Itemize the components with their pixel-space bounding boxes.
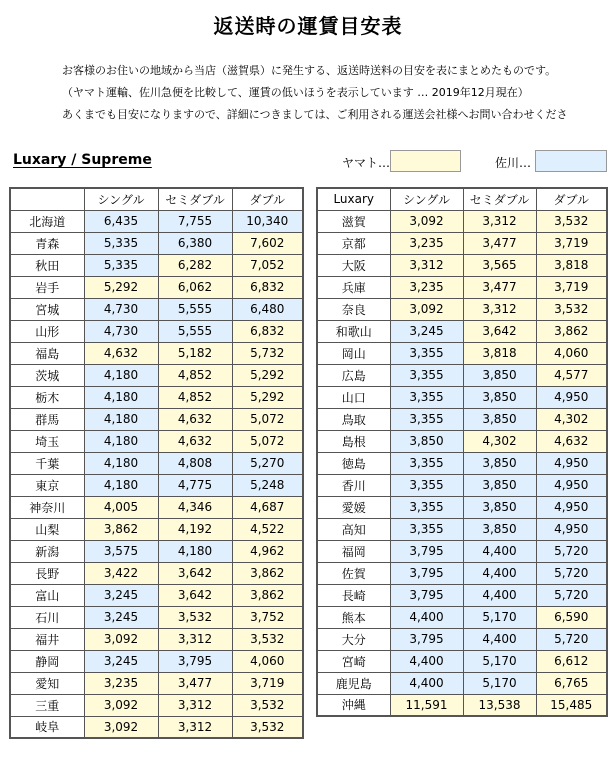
rate-table-right <box>316 187 608 717</box>
region-name: 福岡 <box>317 540 390 562</box>
table-row <box>317 430 607 452</box>
region-name: 大阪 <box>317 254 390 276</box>
table-row <box>317 408 607 430</box>
rate-cell-double: 7,052 <box>232 254 303 276</box>
rate-cell-semidouble: 6,380 <box>158 232 232 254</box>
region-name: 高知 <box>317 518 390 540</box>
region-name: 秋田 <box>10 254 84 276</box>
table-row <box>10 364 303 386</box>
region-name: 山梨 <box>10 518 84 540</box>
rate-cell-semidouble: 4,632 <box>158 430 232 452</box>
table-row <box>317 364 607 386</box>
region-name: 長野 <box>10 562 84 584</box>
rate-cell-semidouble: 4,302 <box>463 430 536 452</box>
rate-cell-double: 5,292 <box>232 386 303 408</box>
table-row <box>10 584 303 606</box>
rate-cell-single: 3,245 <box>84 606 158 628</box>
rate-cell-single: 3,312 <box>390 254 463 276</box>
region-name: 岩手 <box>10 276 84 298</box>
rate-cell-double: 3,719 <box>536 232 607 254</box>
region-name: 埼玉 <box>10 430 84 452</box>
region-name: 和歌山 <box>317 320 390 342</box>
legend-sagawa-swatch <box>535 150 607 172</box>
region-name: 山口 <box>317 386 390 408</box>
region-name: 香川 <box>317 474 390 496</box>
region-name: 広島 <box>317 364 390 386</box>
table-row <box>10 386 303 408</box>
rate-cell-semidouble: 3,312 <box>158 628 232 650</box>
region-name: 長崎 <box>317 584 390 606</box>
rate-cell-double: 6,832 <box>232 276 303 298</box>
rate-cell-double: 15,485 <box>536 694 607 716</box>
rate-cell-double: 3,862 <box>232 584 303 606</box>
rate-cell-semidouble: 3,850 <box>463 386 536 408</box>
rate-cell-semidouble: 3,312 <box>158 716 232 738</box>
rate-cell-semidouble: 3,818 <box>463 342 536 364</box>
table-row <box>10 408 303 430</box>
rate-cell-single: 3,355 <box>390 452 463 474</box>
region-name: 神奈川 <box>10 496 84 518</box>
rate-cell-single: 3,355 <box>390 408 463 430</box>
region-name: 三重 <box>10 694 84 716</box>
rate-cell-single: 3,355 <box>390 518 463 540</box>
region-name: 青森 <box>10 232 84 254</box>
rate-cell-single: 4,180 <box>84 408 158 430</box>
rate-cell-semidouble: 5,170 <box>463 606 536 628</box>
region-name: 石川 <box>10 606 84 628</box>
rate-cell-double: 6,765 <box>536 672 607 694</box>
rate-cell-semidouble: 3,532 <box>158 606 232 628</box>
region-name: 福島 <box>10 342 84 364</box>
rate-cell-semidouble: 4,400 <box>463 540 536 562</box>
rate-cell-semidouble: 3,642 <box>463 320 536 342</box>
rate-cell-single: 3,355 <box>390 386 463 408</box>
table-row <box>10 320 303 342</box>
rate-cell-semidouble: 3,477 <box>463 232 536 254</box>
region-name: 千葉 <box>10 452 84 474</box>
rate-cell-semidouble: 4,400 <box>463 628 536 650</box>
region-name: 鹿児島 <box>317 672 390 694</box>
rate-cell-single: 3,092 <box>390 298 463 320</box>
table-row <box>317 276 607 298</box>
rate-cell-double: 3,719 <box>536 276 607 298</box>
rate-cell-semidouble: 4,180 <box>158 540 232 562</box>
region-name: 新潟 <box>10 540 84 562</box>
table-row <box>10 518 303 540</box>
region-name: 徳島 <box>317 452 390 474</box>
rate-cell-single: 4,400 <box>390 606 463 628</box>
region-name: 愛媛 <box>317 496 390 518</box>
rate-cell-double: 3,719 <box>232 672 303 694</box>
rate-cell-single: 3,795 <box>390 628 463 650</box>
region-name: 京都 <box>317 232 390 254</box>
table-row <box>317 232 607 254</box>
region-name: 岡山 <box>317 342 390 364</box>
table-row <box>317 562 607 584</box>
rate-cell-single: 3,245 <box>390 320 463 342</box>
rate-cell-double: 4,950 <box>536 496 607 518</box>
region-name: 奈良 <box>317 298 390 320</box>
rate-cell-single: 3,092 <box>84 628 158 650</box>
table-row <box>10 628 303 650</box>
table-row <box>317 606 607 628</box>
rate-cell-double: 4,302 <box>536 408 607 430</box>
rate-cell-double: 7,602 <box>232 232 303 254</box>
rate-cell-semidouble: 3,850 <box>463 452 536 474</box>
rate-cell-semidouble: 3,642 <box>158 562 232 584</box>
rate-cell-double: 4,577 <box>536 364 607 386</box>
rate-cell-semidouble: 4,852 <box>158 386 232 408</box>
rate-cell-semidouble: 5,555 <box>158 320 232 342</box>
table-row <box>10 342 303 364</box>
right-header-cell: Luxary <box>317 188 390 210</box>
table-row <box>317 254 607 276</box>
table-row <box>317 474 607 496</box>
rate-cell-semidouble: 4,400 <box>463 584 536 606</box>
rate-cell-semidouble: 5,555 <box>158 298 232 320</box>
rate-cell-double: 4,962 <box>232 540 303 562</box>
rate-cell-double: 4,950 <box>536 386 607 408</box>
rate-cell-double: 5,072 <box>232 408 303 430</box>
region-name: 熊本 <box>317 606 390 628</box>
left-header-row <box>10 188 303 210</box>
rate-cell-double: 6,612 <box>536 650 607 672</box>
region-name: 佐賀 <box>317 562 390 584</box>
table-row <box>317 584 607 606</box>
region-name: 宮城 <box>10 298 84 320</box>
rate-cell-semidouble: 3,850 <box>463 408 536 430</box>
rate-cell-single: 5,292 <box>84 276 158 298</box>
right-header-cell: シングル <box>390 188 463 210</box>
rate-cell-single: 3,235 <box>390 232 463 254</box>
rate-cell-double: 3,532 <box>536 298 607 320</box>
region-name: 兵庫 <box>317 276 390 298</box>
rate-cell-single: 3,795 <box>390 562 463 584</box>
rate-cell-single: 3,092 <box>84 694 158 716</box>
left-header-cell: ダブル <box>232 188 303 210</box>
table-row <box>317 496 607 518</box>
rate-cell-semidouble: 3,477 <box>463 276 536 298</box>
rate-cell-double: 3,532 <box>536 210 607 232</box>
table-row <box>10 276 303 298</box>
rate-cell-single: 4,400 <box>390 672 463 694</box>
table-row <box>317 452 607 474</box>
rate-cell-double: 4,060 <box>232 650 303 672</box>
table-row <box>10 540 303 562</box>
rate-cell-double: 5,732 <box>232 342 303 364</box>
rate-cell-semidouble: 3,642 <box>158 584 232 606</box>
table-row <box>10 474 303 496</box>
table-row <box>10 562 303 584</box>
rate-cell-semidouble: 13,538 <box>463 694 536 716</box>
region-name: 富山 <box>10 584 84 606</box>
rate-cell-single: 4,632 <box>84 342 158 364</box>
rate-cell-single: 3,355 <box>390 364 463 386</box>
region-name: 北海道 <box>10 210 84 232</box>
table-row <box>10 452 303 474</box>
rate-cell-single: 3,235 <box>84 672 158 694</box>
rate-cell-single: 4,400 <box>390 650 463 672</box>
table-row <box>317 320 607 342</box>
rate-cell-single: 3,355 <box>390 496 463 518</box>
table-row <box>317 672 607 694</box>
rate-cell-single: 4,005 <box>84 496 158 518</box>
region-name: 沖縄 <box>317 694 390 716</box>
rate-cell-semidouble: 6,282 <box>158 254 232 276</box>
rate-cell-semidouble: 7,755 <box>158 210 232 232</box>
table-row <box>317 298 607 320</box>
region-name: 茨城 <box>10 364 84 386</box>
table-row <box>317 628 607 650</box>
table-row <box>10 298 303 320</box>
rate-cell-semidouble: 3,795 <box>158 650 232 672</box>
rate-cell-semidouble: 3,850 <box>463 474 536 496</box>
region-name: 滋賀 <box>317 210 390 232</box>
rate-cell-semidouble: 4,775 <box>158 474 232 496</box>
left-header-cell: セミダブル <box>158 188 232 210</box>
rate-cell-single: 4,180 <box>84 386 158 408</box>
rate-cell-double: 6,590 <box>536 606 607 628</box>
rate-cell-double: 4,950 <box>536 452 607 474</box>
table-row <box>10 430 303 452</box>
legend-sagawa-label: 佐川… <box>495 156 532 170</box>
region-name: 群馬 <box>10 408 84 430</box>
right-header-row <box>317 188 607 210</box>
rate-cell-single: 3,355 <box>390 342 463 364</box>
rate-cell-semidouble: 3,565 <box>463 254 536 276</box>
rate-cell-double: 3,862 <box>536 320 607 342</box>
region-name: 岐阜 <box>10 716 84 738</box>
rate-cell-single: 4,730 <box>84 298 158 320</box>
rate-cell-double: 5,720 <box>536 540 607 562</box>
rate-cell-single: 5,335 <box>84 254 158 276</box>
table-row <box>317 694 607 716</box>
rate-cell-single: 3,245 <box>84 584 158 606</box>
rate-cell-single: 3,862 <box>84 518 158 540</box>
region-name: 愛知 <box>10 672 84 694</box>
table-row <box>10 232 303 254</box>
rate-cell-semidouble: 4,808 <box>158 452 232 474</box>
rate-cell-semidouble: 3,312 <box>463 210 536 232</box>
rate-cell-single: 3,245 <box>84 650 158 672</box>
rate-cell-semidouble: 3,477 <box>158 672 232 694</box>
region-name: 鳥取 <box>317 408 390 430</box>
description-line-3: あくまでも目安になりますので、詳細につきましては、ご利用される運送会社様へお問い合わせくださ <box>62 108 568 121</box>
region-name: 静岡 <box>10 650 84 672</box>
rate-cell-single: 3,355 <box>390 474 463 496</box>
rate-cell-single: 4,180 <box>84 474 158 496</box>
rate-cell-semidouble: 4,346 <box>158 496 232 518</box>
left-header-cell <box>10 188 84 210</box>
table-row <box>317 342 607 364</box>
table-row <box>317 210 607 232</box>
region-name: 島根 <box>317 430 390 452</box>
rate-cell-double: 4,060 <box>536 342 607 364</box>
legend-yamato-label: ヤマト… <box>342 156 391 170</box>
rate-cell-single: 4,180 <box>84 364 158 386</box>
rate-cell-semidouble: 5,182 <box>158 342 232 364</box>
rate-cell-single: 3,795 <box>390 584 463 606</box>
rate-cell-double: 4,522 <box>232 518 303 540</box>
rate-cell-single: 5,335 <box>84 232 158 254</box>
rate-cell-double: 3,752 <box>232 606 303 628</box>
rate-cell-double: 5,292 <box>232 364 303 386</box>
rate-cell-single: 3,235 <box>390 276 463 298</box>
rate-cell-semidouble: 3,850 <box>463 496 536 518</box>
table-row <box>317 386 607 408</box>
table-row <box>10 716 303 738</box>
page-title: 返送時の運賃目安表 <box>213 14 403 38</box>
rate-cell-single: 4,730 <box>84 320 158 342</box>
rate-cell-semidouble: 4,192 <box>158 518 232 540</box>
rate-cell-double: 4,632 <box>536 430 607 452</box>
table-row <box>10 210 303 232</box>
rate-cell-double: 5,270 <box>232 452 303 474</box>
rate-cell-double: 6,832 <box>232 320 303 342</box>
rate-cell-double: 5,720 <box>536 584 607 606</box>
region-name: 宮崎 <box>317 650 390 672</box>
region-name: 栃木 <box>10 386 84 408</box>
description-line-1: お客様のお住いの地域から当店（滋賀県）に発生する、返送時送料の目安を表にまとめたものです。 <box>62 64 557 77</box>
rate-cell-single: 6,435 <box>84 210 158 232</box>
region-name: 大分 <box>317 628 390 650</box>
table-row <box>317 650 607 672</box>
rate-cell-single: 3,092 <box>84 716 158 738</box>
rate-cell-single: 3,092 <box>390 210 463 232</box>
rate-cell-double: 5,072 <box>232 430 303 452</box>
rate-cell-semidouble: 3,850 <box>463 364 536 386</box>
rate-cell-double: 3,862 <box>232 562 303 584</box>
rate-cell-double: 5,248 <box>232 474 303 496</box>
region-name: 福井 <box>10 628 84 650</box>
table-row <box>317 518 607 540</box>
rate-cell-double: 3,532 <box>232 628 303 650</box>
left-header-cell: シングル <box>84 188 158 210</box>
rate-cell-double: 4,950 <box>536 518 607 540</box>
legend-yamato-swatch <box>390 150 461 172</box>
rate-cell-semidouble: 6,062 <box>158 276 232 298</box>
table-row <box>10 694 303 716</box>
table-row <box>10 672 303 694</box>
rate-cell-semidouble: 4,852 <box>158 364 232 386</box>
region-name: 東京 <box>10 474 84 496</box>
rate-cell-single: 3,575 <box>84 540 158 562</box>
rate-cell-single: 3,422 <box>84 562 158 584</box>
rate-cell-double: 6,480 <box>232 298 303 320</box>
rate-cell-semidouble: 5,170 <box>463 650 536 672</box>
rate-cell-semidouble: 3,850 <box>463 518 536 540</box>
right-header-cell: ダブル <box>536 188 607 210</box>
rate-cell-double: 10,340 <box>232 210 303 232</box>
rate-cell-single: 4,180 <box>84 452 158 474</box>
section-title: Luxary / Supreme <box>13 152 152 168</box>
right-header-cell: セミダブル <box>463 188 536 210</box>
table-row <box>317 540 607 562</box>
rate-cell-semidouble: 4,632 <box>158 408 232 430</box>
rate-cell-double: 5,720 <box>536 628 607 650</box>
rate-cell-double: 4,687 <box>232 496 303 518</box>
table-row <box>10 496 303 518</box>
rate-cell-semidouble: 4,400 <box>463 562 536 584</box>
region-name: 山形 <box>10 320 84 342</box>
table-row <box>10 650 303 672</box>
rate-cell-semidouble: 5,170 <box>463 672 536 694</box>
rate-cell-single: 3,850 <box>390 430 463 452</box>
rate-cell-double: 4,950 <box>536 474 607 496</box>
rate-cell-single: 11,591 <box>390 694 463 716</box>
rate-cell-double: 3,532 <box>232 716 303 738</box>
rate-table-left <box>9 187 304 739</box>
description-line-2: （ヤマト運輸、佐川急便を比較して、運賃の低いほうを表示しています … 2019年12月現在） <box>62 86 529 99</box>
table-row <box>10 606 303 628</box>
table-row <box>10 254 303 276</box>
rate-cell-single: 3,795 <box>390 540 463 562</box>
rate-cell-double: 3,532 <box>232 694 303 716</box>
rate-cell-semidouble: 3,312 <box>463 298 536 320</box>
rate-cell-single: 4,180 <box>84 430 158 452</box>
rate-cell-semidouble: 3,312 <box>158 694 232 716</box>
rate-cell-double: 3,818 <box>536 254 607 276</box>
rate-cell-double: 5,720 <box>536 562 607 584</box>
